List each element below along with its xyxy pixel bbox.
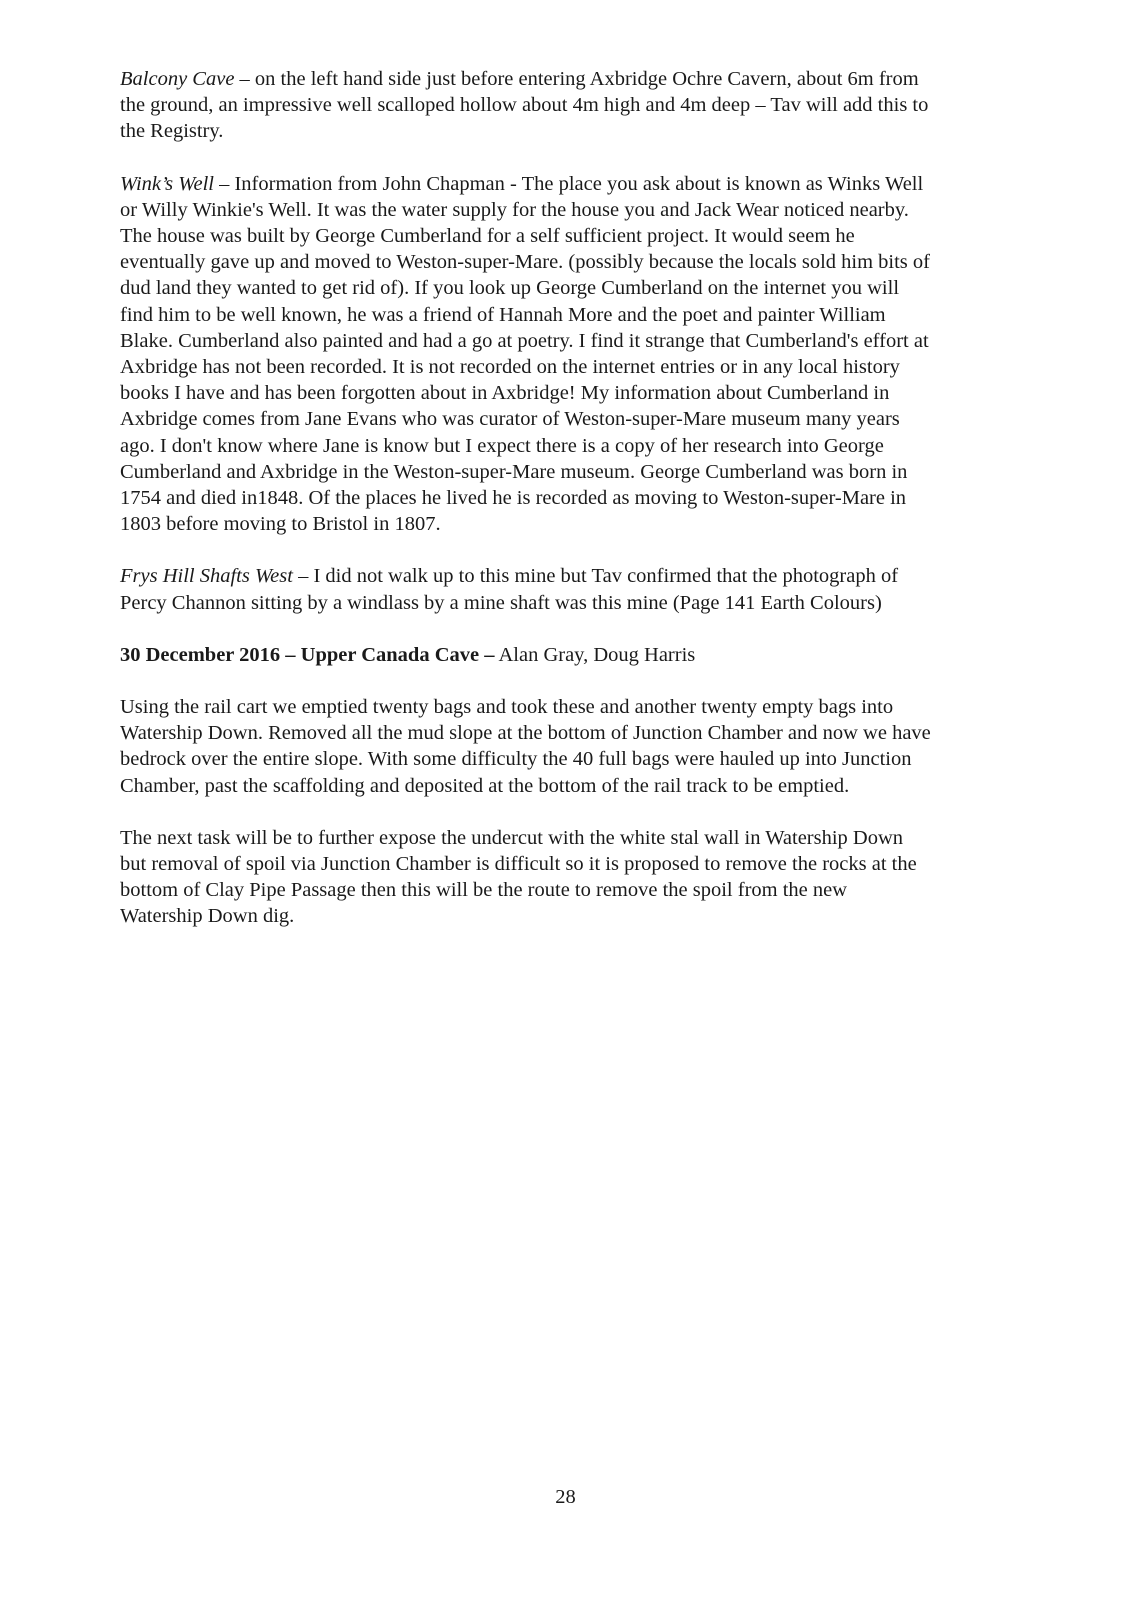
- balcony-cave-paragraph: [120, 66, 1040, 145]
- text-line: the ground, an impressive well scalloped hollow about 4m high and 4m deep – Tav will add this to: [120, 94, 929, 117]
- text-line: Axbridge has not been recorded. It is not recorded on the internet entries or in any local history: [120, 356, 900, 379]
- text-line: dud land they wanted to get rid of). If you look up George Cumberland on the internet you will: [120, 277, 900, 300]
- site-name: Frys Hill Shafts West: [120, 565, 293, 588]
- site-name: Balcony Cave: [120, 68, 235, 90]
- text-line: Axbridge comes from Jane Evans who was curator of Weston-super-Mare museum many years: [120, 408, 900, 431]
- text-line: 1754 and died in1848. Of the places he lived he is recorded as moving to Weston-super-Mare in: [120, 487, 907, 510]
- text-line: [120, 563, 1040, 589]
- text-line: 1803 before moving to Bristol in 1807.: [120, 513, 441, 536]
- text-line: ago. I don't know where Jane is know but I expect there is a copy of her research into George: [120, 434, 884, 457]
- log-entry-heading: [120, 642, 1040, 668]
- text-line: books I have and has been forgotten about in Axbridge! My information about Cumberland in: [120, 382, 890, 405]
- text-line: Cumberland and Axbridge in the Weston-super-Mare museum. George Cumberland was born in: [120, 460, 908, 483]
- text-line: the Registry.: [120, 120, 224, 143]
- text-line: Blake. Cumberland also painted and had a go at poetry. I find it strange that Cumberland's effort at: [120, 329, 929, 352]
- text-line: Chamber, past the scaffolding and deposited at the bottom of the rail track to be emptied.: [120, 774, 850, 797]
- text-line: bottom of Clay Pipe Passage then this will be the route to remove the spoil from the new: [120, 879, 848, 902]
- text-run: – I did not walk up to this mine but Tav confirmed that the photograph of: [292, 565, 899, 588]
- text-line: but removal of spoil via Junction Chamber is difficult so it is proposed to remove the rocks at the: [120, 853, 917, 876]
- text-line: Watership Down dig.: [120, 905, 295, 928]
- next-task-paragraph: [120, 825, 1040, 930]
- text-line: [120, 171, 1040, 197]
- text-line: Percy Channon sitting by a windlass by a mine shaft was this mine (Page 141 Earth Colours): [120, 591, 882, 614]
- text-line: [120, 642, 1040, 668]
- text-line: Using the rail cart we emptied twenty bags and took these and another twenty empty bags into: [120, 696, 894, 719]
- page-number: 28: [555, 1486, 576, 1508]
- rail-cart-paragraph: [120, 694, 1040, 799]
- text-run: – on the left hand side just before entering Axbridge Ochre Cavern, about 6m from: [234, 68, 919, 90]
- page-body: [120, 66, 1040, 956]
- frys-hill-paragraph: [120, 563, 1040, 615]
- site-name: Wink’s Well: [120, 172, 214, 195]
- text-line: or Willy Winkie's Well. It was the water supply for the house you and Jack Wear noticed nearby.: [120, 198, 909, 221]
- winks-well-paragraph: [120, 171, 1040, 538]
- text-line: [120, 66, 1040, 92]
- text-run: – Information from John Chapman - The place you ask about is known as Winks Well: [213, 172, 924, 195]
- entry-date-location: 30 December 2016 – Upper Canada Cave –: [120, 643, 495, 666]
- text-line: eventually gave up and moved to Weston-super-Mare. (possibly because the locals sold him bits of: [120, 251, 930, 274]
- text-line: bedrock over the entire slope. With some difficulty the 40 full bags were hauled up into Junction: [120, 748, 912, 771]
- entry-people: Alan Gray, Doug Harris: [494, 643, 696, 666]
- text-line: The next task will be to further expose the undercut with the white stal wall in Watership Down: [120, 826, 904, 849]
- text-line: The house was built by George Cumberland for a self sufficient project. It would seem he: [120, 225, 855, 248]
- text-line: Watership Down. Removed all the mud slope at the bottom of Junction Chamber and now we have: [120, 722, 931, 745]
- text-line: find him to be well known, he was a friend of Hannah More and the poet and painter William: [120, 303, 886, 326]
